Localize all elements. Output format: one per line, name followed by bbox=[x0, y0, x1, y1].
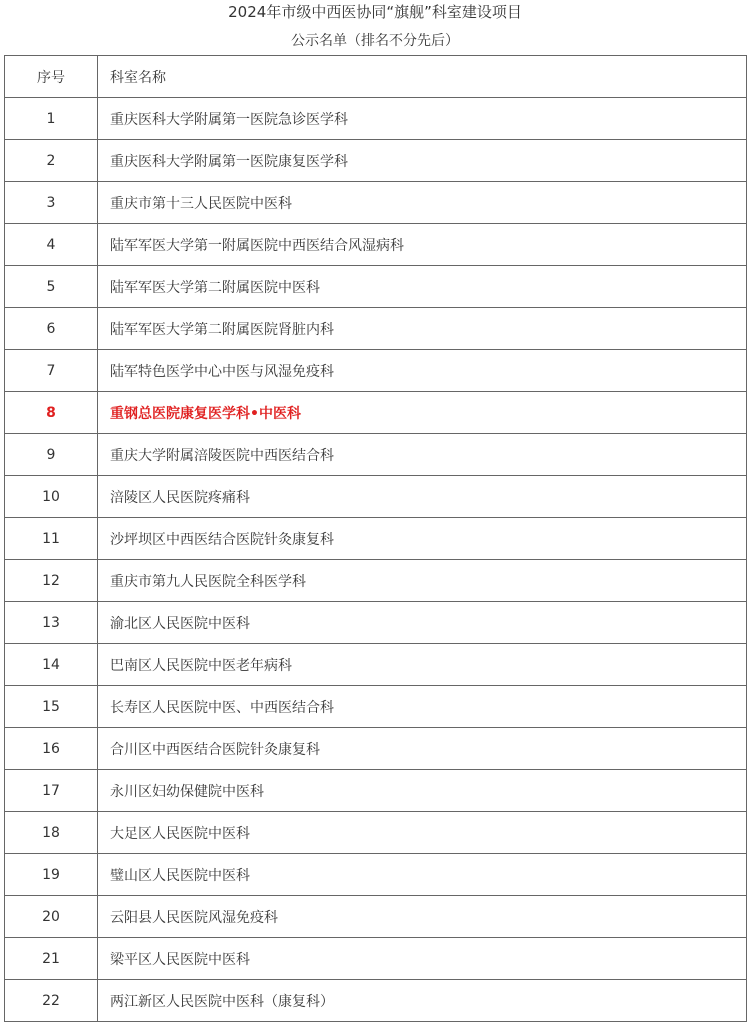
row-index-cell: 14 bbox=[5, 644, 98, 686]
table-row bbox=[5, 644, 747, 686]
row-index-cell: 9 bbox=[5, 434, 98, 476]
table-row bbox=[5, 896, 747, 938]
department-name-cell: 重庆医科大学附属第一医院康复医学科 bbox=[98, 140, 747, 182]
table-row bbox=[5, 434, 747, 476]
department-name-cell: 涪陵区人民医院疼痛科 bbox=[98, 476, 747, 518]
page-title: 2024年市级中西医协同“旗舰”科室建设项目 bbox=[228, 3, 522, 21]
table-row bbox=[5, 938, 747, 980]
table-row bbox=[5, 602, 747, 644]
department-name-cell: 重庆市第九人民医院全科医学科 bbox=[98, 560, 747, 602]
row-index-cell: 7 bbox=[5, 350, 98, 392]
row-index-cell: 8 bbox=[5, 392, 98, 434]
department-name-cell: 沙坪坝区中西医结合医院针灸康复科 bbox=[98, 518, 747, 560]
department-name-cell: 合川区中西医结合医院针灸康复科 bbox=[98, 728, 747, 770]
department-name-cell: 重庆医科大学附属第一医院急诊医学科 bbox=[98, 98, 747, 140]
department-name-cell: 重庆市第十三人民医院中医科 bbox=[98, 182, 747, 224]
row-index-cell: 6 bbox=[5, 308, 98, 350]
department-name-cell: 重庆大学附属涪陵医院中西医结合科 bbox=[98, 434, 747, 476]
department-name-cell: 重钢总医院康复医学科•中医科 bbox=[98, 392, 747, 434]
department-name-cell: 璧山区人民医院中医科 bbox=[98, 854, 747, 896]
page-subtitle: 公示名单（排名不分先后） bbox=[291, 33, 459, 49]
table-row bbox=[5, 182, 747, 224]
table-body bbox=[5, 98, 747, 1022]
department-name-cell: 陆军特色医学中心中医与风湿免疫科 bbox=[98, 350, 747, 392]
department-name-cell: 云阳县人民医院风湿免疫科 bbox=[98, 896, 747, 938]
row-index-cell: 3 bbox=[5, 182, 98, 224]
department-name-cell: 巴南区人民医院中医老年病科 bbox=[98, 644, 747, 686]
table-row bbox=[5, 350, 747, 392]
row-index-cell: 16 bbox=[5, 728, 98, 770]
row-index-cell: 11 bbox=[5, 518, 98, 560]
table-row bbox=[5, 518, 747, 560]
department-name-cell: 两江新区人民医院中医科（康复科） bbox=[98, 980, 747, 1022]
row-index-cell: 20 bbox=[5, 896, 98, 938]
row-index-cell: 17 bbox=[5, 770, 98, 812]
row-index-cell: 4 bbox=[5, 224, 98, 266]
table-row bbox=[5, 812, 747, 854]
row-index-cell: 19 bbox=[5, 854, 98, 896]
table-row bbox=[5, 560, 747, 602]
row-index-cell: 21 bbox=[5, 938, 98, 980]
department-name-cell: 陆军军医大学第一附属医院中西医结合风湿病科 bbox=[98, 224, 747, 266]
column-header-index: 序号 bbox=[5, 56, 98, 98]
table-row bbox=[5, 476, 747, 518]
department-name-cell: 梁平区人民医院中医科 bbox=[98, 938, 747, 980]
table-row bbox=[5, 140, 747, 182]
department-name-cell: 陆军军医大学第二附属医院中医科 bbox=[98, 266, 747, 308]
table-row bbox=[5, 98, 747, 140]
table-row bbox=[5, 980, 747, 1022]
column-header-name: 科室名称 bbox=[98, 56, 747, 98]
row-index-cell: 1 bbox=[5, 98, 98, 140]
department-name-cell: 渝北区人民医院中医科 bbox=[98, 602, 747, 644]
row-index-cell: 22 bbox=[5, 980, 98, 1022]
table-row bbox=[5, 308, 747, 350]
department-name-cell: 永川区妇幼保健院中医科 bbox=[98, 770, 747, 812]
department-name-cell: 长寿区人民医院中医、中西医结合科 bbox=[98, 686, 747, 728]
department-table bbox=[4, 55, 747, 1022]
row-index-cell: 5 bbox=[5, 266, 98, 308]
table-header-row bbox=[5, 56, 747, 98]
table-row bbox=[5, 728, 747, 770]
table-row bbox=[5, 266, 747, 308]
row-index-cell: 10 bbox=[5, 476, 98, 518]
row-index-cell: 18 bbox=[5, 812, 98, 854]
row-index-cell: 15 bbox=[5, 686, 98, 728]
department-name-cell: 陆军军医大学第二附属医院肾脏内科 bbox=[98, 308, 747, 350]
table-row bbox=[5, 854, 747, 896]
table-row bbox=[5, 224, 747, 266]
table-row bbox=[5, 392, 747, 434]
table-row bbox=[5, 770, 747, 812]
row-index-cell: 13 bbox=[5, 602, 98, 644]
table-row bbox=[5, 686, 747, 728]
department-name-cell: 大足区人民医院中医科 bbox=[98, 812, 747, 854]
row-index-cell: 2 bbox=[5, 140, 98, 182]
row-index-cell: 12 bbox=[5, 560, 98, 602]
